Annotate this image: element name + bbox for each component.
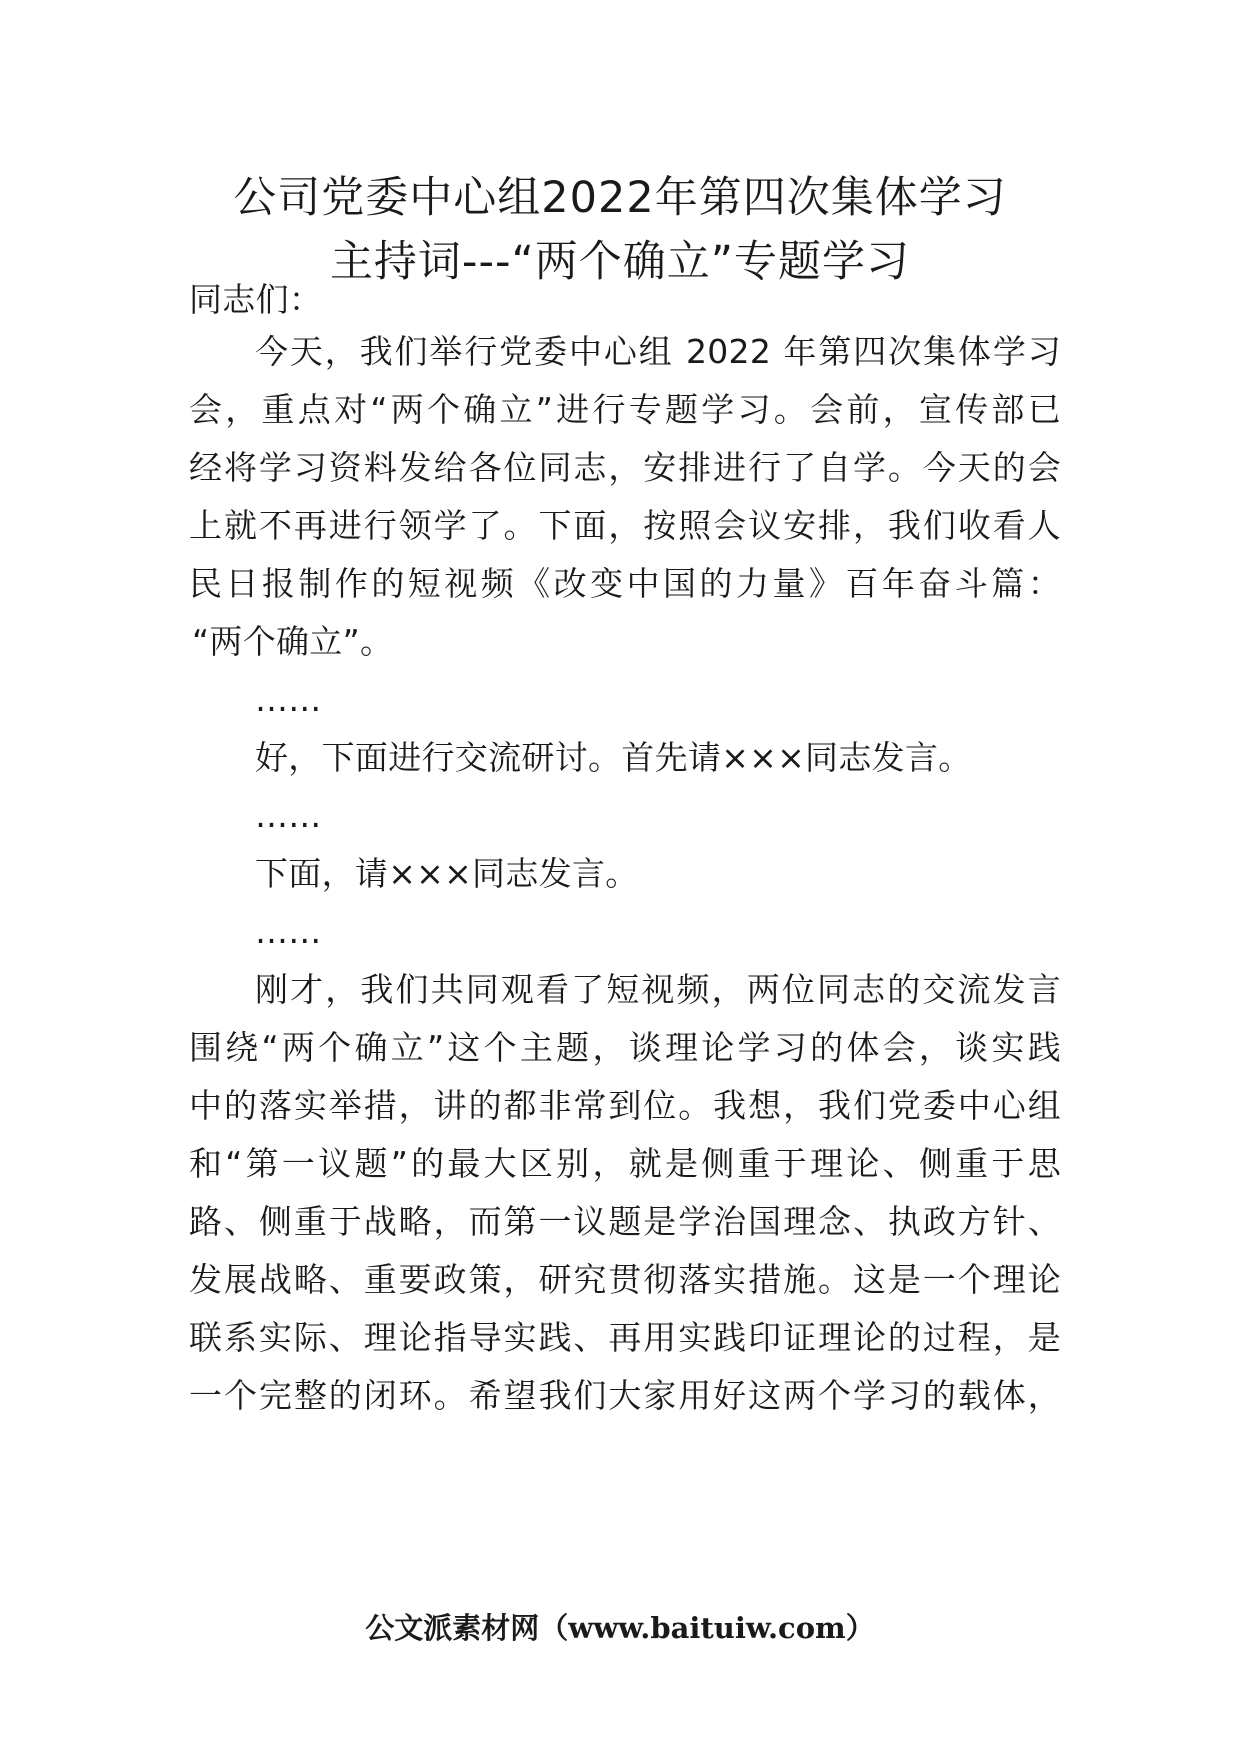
paragraph-4-line-3: 中的落实举措，讲的都非常到位。我想，我们党委中心组 [189,1086,1061,1125]
paragraph-2: 好，下面进行交流研讨。首先请×××同志发言。 [255,738,972,777]
paragraph-1-line-2: 会，重点对“两个确立”进行专题学习。会前，宣传部已 [189,390,1061,429]
paragraph-4-line-5: 路、侧重于战略，而第一议题是学治国理念、执政方针、 [189,1202,1061,1241]
paragraph-4-line-8: 一个完整的闭环。希望我们大家用好这两个学习的载体， [189,1376,1061,1415]
paragraph-1-line-1: 今天，我们举行党委中心组 2022 年第四次集体学习 [255,332,1061,371]
footer-watermark: 公文派素材网（www.baituiw.com） [365,1611,875,1645]
paragraph-1-line-3: 经将学习资料发给各位同志，安排进行了自学。今天的会 [189,448,1061,487]
paragraph-4-line-7: 联系实际、理论指导实践、再用实践印证理论的过程，是 [189,1318,1061,1357]
salutation: 同志们： [189,280,323,319]
document-title-line-1: 公司党委中心组2022年第四次集体学习 [233,173,1007,223]
paragraph-4-line-2: 围绕“两个确立”这个主题，谈理论学习的体会，谈实践 [189,1028,1061,1067]
paragraph-1-line-6: “两个确立”。 [192,622,394,661]
paragraph-4-line-4: 和“第一议题”的最大区别，就是侧重于理论、侧重于思 [189,1144,1061,1183]
paragraph-1-line-5: 民日报制作的短视频《改变中国的力量》百年奋斗篇： [189,564,1061,603]
paragraph-3: 下面，请×××同志发言。 [255,854,639,893]
paragraph-4-line-6: 发展战略、重要政策，研究贯彻落实措施。这是一个理论 [189,1260,1061,1299]
paragraph-1-line-4: 上就不再进行领学了。下面，按照会议安排，我们收看人 [189,506,1061,545]
ellipsis-2: …… [255,796,322,835]
ellipsis-1: …… [255,680,322,719]
paragraph-4-line-1: 刚才，我们共同观看了短视频，两位同志的交流发言 [255,970,1061,1009]
ellipsis-3: …… [255,912,322,951]
document-title-line-2: 主持词---“两个确立”专题学习 [329,237,911,287]
